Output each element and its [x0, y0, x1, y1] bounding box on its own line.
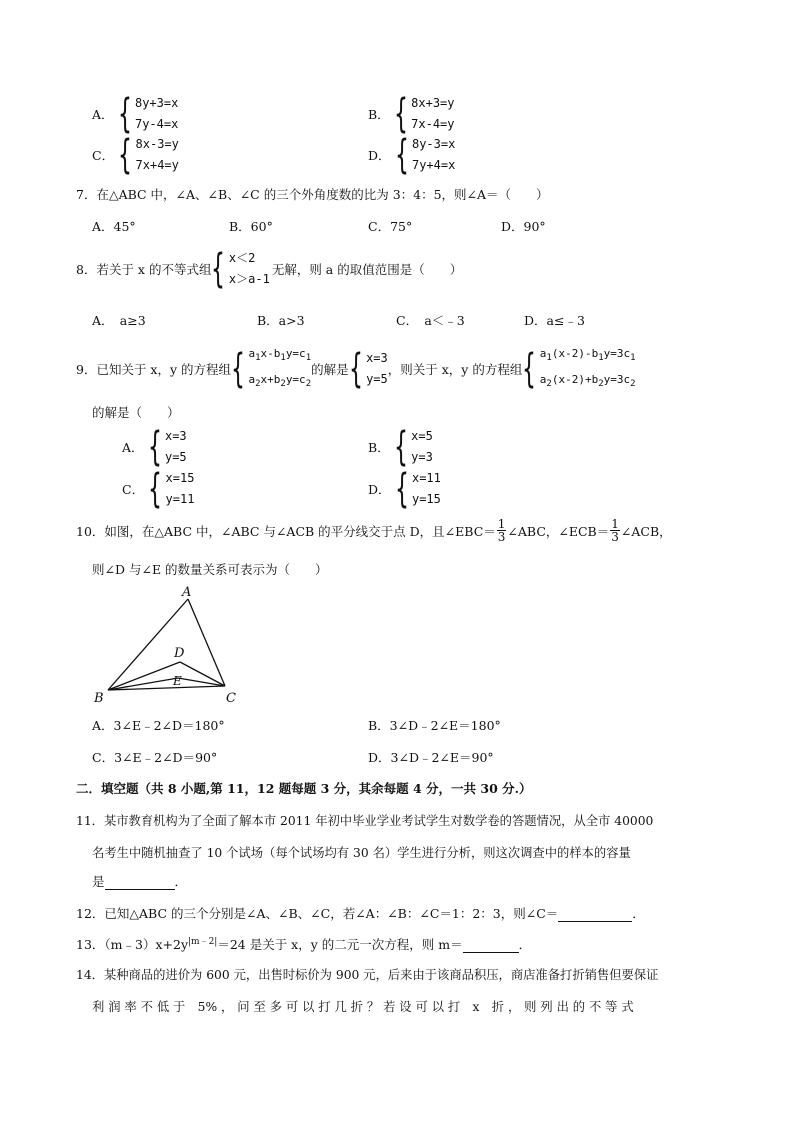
q13-end: ． — [518, 937, 532, 953]
equation: $a_2(x-2)+b_2y=3c_2$ — [539, 373, 636, 390]
equation: 7y-4=x — [134, 117, 179, 131]
brace: { — [393, 91, 408, 137]
equation: x=3 — [164, 429, 187, 443]
equation: 7x+4=y — [135, 158, 179, 172]
q8-suffix: 无解，则 a 的取值范围是（ ） — [271, 262, 463, 277]
option-label: B． — [368, 107, 390, 122]
brace: { — [231, 346, 246, 393]
solution: x=3 — [366, 351, 388, 366]
equation: y=3 — [411, 450, 433, 464]
segment-bd — [108, 662, 180, 690]
equation: 8x+3=y — [411, 96, 455, 110]
q7-option-c: C．75° — [368, 219, 413, 234]
label-d: D — [174, 646, 185, 661]
label-b: B — [94, 691, 104, 706]
q8-prefix: 8．若关于 x 的不等式组 — [76, 262, 212, 277]
q11-line1: 11．某市教育机构为了全面了解本市 2011 年初中毕业学业考试学生对数学卷的答题情况，从全市 40000 — [76, 814, 654, 828]
equation: 8y+3=x — [134, 96, 179, 110]
q11-line3 — [92, 872, 187, 890]
q10-option-b: B．3∠D﹣2∠E＝180° — [368, 718, 501, 733]
q9-prefix: 9．已知关于 x，y 的方程组 — [76, 362, 232, 378]
q9-mid1: 的解是 — [311, 362, 349, 378]
equation: y=11 — [165, 492, 195, 506]
equation: y=5 — [164, 450, 187, 464]
q7-option-d: D．90° — [501, 219, 546, 234]
brace: { — [117, 91, 132, 137]
q9-option-c — [122, 468, 194, 510]
q6-option-d — [368, 134, 455, 176]
equation: $a_1(x-2)-b_1y=3c_1$ — [539, 347, 636, 364]
q6-option-b — [368, 93, 455, 135]
q8-option-d: D．a≤﹣3 — [524, 313, 585, 328]
equation: $a_2x+b_2y=c_2$ — [248, 373, 312, 390]
q9-stem — [76, 343, 636, 395]
q9-tail: 的解是（ ） — [92, 405, 180, 420]
q14-line2: 利 润 率 不 低 于 5% ， 问 至 多 可 以 打 几 折 ？ 若 设 可 以 打 x 折 ， 则 列 出 的 不 等 式 — [92, 1000, 634, 1014]
option-label: B． — [368, 440, 390, 455]
equation: 8x-3=y — [135, 137, 179, 151]
q9-option-b — [368, 426, 433, 468]
brace: { — [394, 466, 409, 512]
brace: { — [211, 246, 226, 292]
brace: { — [118, 132, 133, 178]
q9-option-a — [122, 426, 187, 468]
fraction-one-third — [497, 518, 507, 543]
denominator: 3 — [611, 530, 619, 544]
brace: { — [348, 346, 363, 393]
numerator: 1 — [497, 517, 506, 531]
answer-blank[interactable] — [105, 874, 175, 890]
brace: { — [147, 424, 162, 470]
option-label: D． — [368, 148, 391, 163]
numerator: 1 — [611, 517, 619, 531]
brace: { — [393, 424, 408, 470]
option-label: D． — [368, 482, 391, 497]
q12-end: ． — [632, 906, 645, 921]
q6-option-c — [92, 134, 179, 176]
q8-stem — [76, 248, 462, 290]
equation: x=15 — [165, 471, 195, 485]
q14-line1: 14．某种商品的进价为 600 元，出售时标价为 900 元，后来由于该商品积压，商店准备打折销售但要保证 — [76, 968, 659, 982]
q12-text: 12．已知△ABC 的三个分别是∠A、∠B、∠C，若∠A：∠B：∠C＝1：2：3，则∠C＝ — [76, 906, 559, 921]
equation: x=11 — [411, 471, 441, 485]
q9-option-d — [368, 468, 441, 510]
equation: 7x-4=y — [411, 117, 455, 131]
q7-option-a: A．45° — [92, 219, 136, 234]
inequality: x＞a-1 — [228, 272, 270, 286]
q7-stem: 7．在△ABC 中，∠A、∠B、∠C 的三个外角度数的比为 3：4：5，则∠A＝（ ） — [76, 187, 549, 202]
q10-part3: ∠ACB， — [620, 523, 672, 539]
q10-option-a: A．3∠E﹣2∠D＝180° — [92, 718, 225, 733]
q8-option-a: A． a≥3 — [92, 313, 146, 328]
equation: 7y+4=x — [411, 158, 456, 172]
fraction-one-third — [610, 518, 620, 543]
equation: $a_1x-b_1y=c_1$ — [248, 347, 312, 364]
q10-part1: 10．如图，在△ABC 中，∠ABC 与∠ACB 的平分线交于点 D，且∠EBC＝ — [76, 523, 496, 539]
answer-blank[interactable] — [463, 937, 519, 953]
brace: { — [394, 132, 409, 178]
q9-mid2: ，则关于 x，y 的方程组 — [387, 362, 523, 378]
equation: y=15 — [411, 492, 441, 506]
section-heading: 二．填空题（共 8 小题,第 11，12 题每题 3 分，其余每题 4 分，一共 30 分.） — [76, 781, 532, 796]
q6-option-a — [92, 93, 178, 135]
brace: { — [148, 466, 163, 512]
solution: y=5 — [366, 372, 388, 387]
inequality: x＜2 — [228, 251, 256, 265]
option-label: C． — [122, 482, 145, 497]
triangle-figure — [90, 582, 250, 708]
answer-blank[interactable] — [558, 906, 632, 922]
option-label: A． — [92, 107, 114, 122]
label-e: E — [173, 674, 182, 688]
label-c: C — [226, 691, 236, 706]
q10-option-d: D．3∠D﹣2∠E＝90° — [368, 750, 494, 765]
q11-line3-start: 是 — [92, 874, 105, 889]
q13-stem — [76, 934, 531, 953]
q8-option-c: C． a＜﹣3 — [396, 313, 465, 328]
q12-stem — [76, 904, 645, 922]
equation: x=5 — [411, 429, 433, 443]
brace: { — [522, 346, 537, 393]
q11-line3-end: ． — [174, 874, 188, 889]
option-label: A． — [122, 440, 144, 455]
q10-line2: 则∠D 与∠E 的数量关系可表示为（ ） — [92, 562, 328, 577]
q8-option-b: B．a>3 — [257, 313, 305, 328]
q7-option-b: B．60° — [229, 219, 273, 234]
q10-option-c: C．3∠E﹣2∠D＝90° — [92, 750, 218, 765]
option-label: C． — [92, 148, 115, 163]
equation: 8y-3=x — [411, 137, 456, 151]
q13-b: ＝24 是关于 x，y 的二元一次方程，则 m＝ — [217, 937, 463, 953]
q11-line2: 名考生中随机抽查了 10 个试场（每个试场均有 30 名）学生进行分析，则这次调查中的样本的容量 — [92, 846, 631, 860]
q13-a: 13．（m﹣3）x+2y — [76, 937, 188, 953]
q13-exponent: |m﹣2| — [188, 937, 218, 947]
side-ac — [188, 599, 225, 686]
q10-part2: ∠ABC，∠ECB＝ — [507, 523, 610, 539]
label-a: A — [182, 585, 192, 600]
q10-stem — [76, 518, 672, 543]
denominator: 3 — [497, 530, 506, 544]
